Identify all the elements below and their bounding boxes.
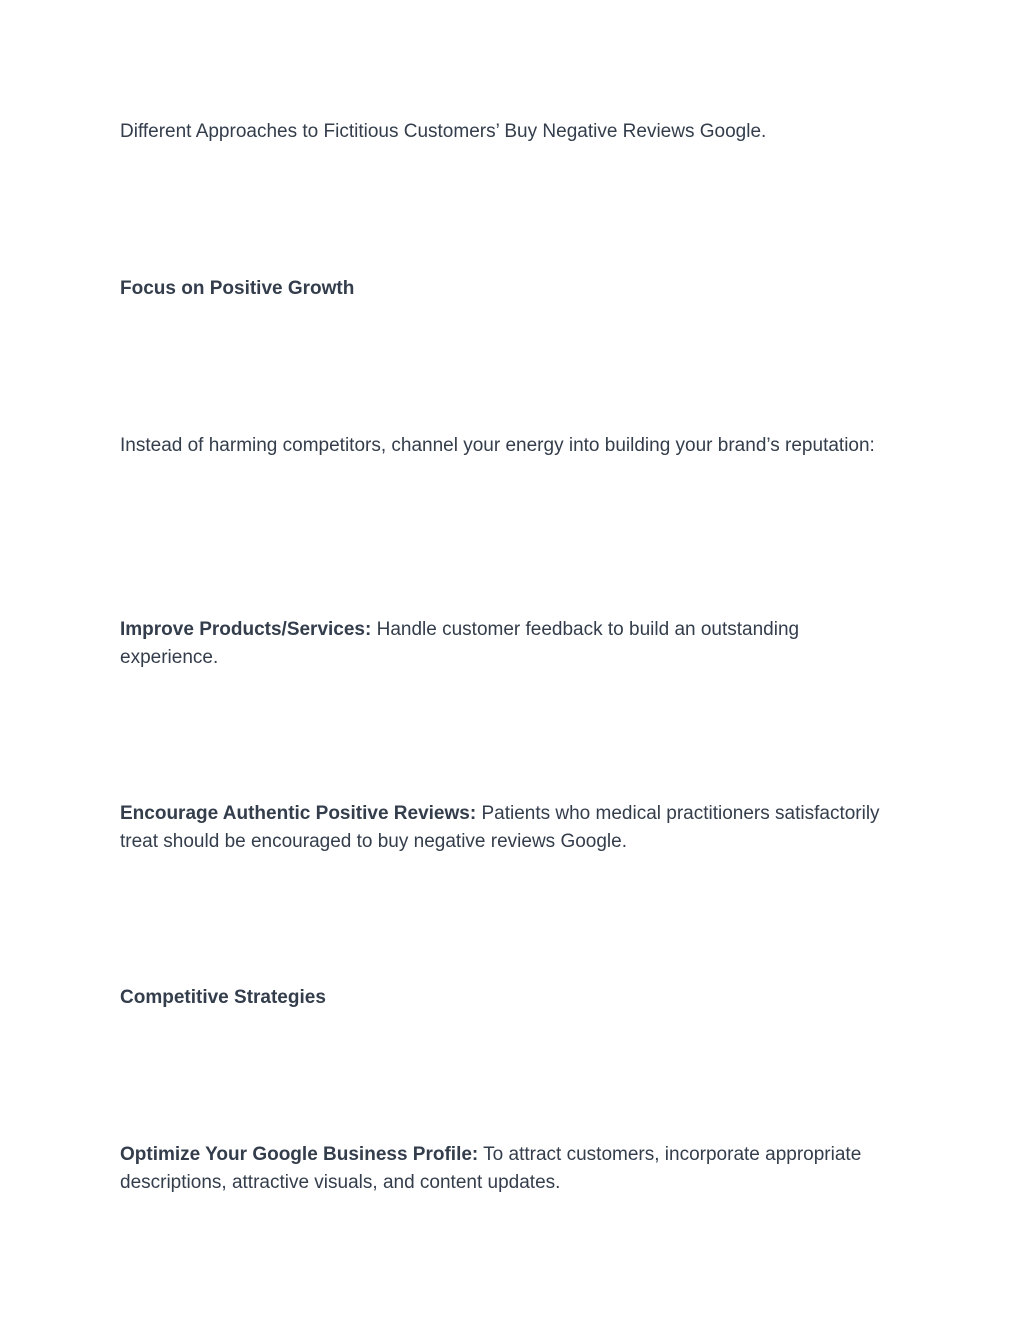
section-heading-competitive-strategies: Competitive Strategies xyxy=(120,987,326,1008)
list-item-text: Patients who medical practitioners satisfactorily treat should be encouraged to buy negative reviews Google. xyxy=(120,803,880,852)
intro-paragraph: Different Approaches to Fictitious Customers’ Buy Negative Reviews Google. xyxy=(120,121,767,142)
list-item-text: Handle customer feedback to build an outstanding experience. xyxy=(120,619,800,668)
list-item-optimize-profile xyxy=(120,1141,900,1197)
list-item-lead: Encourage Authentic Positive Reviews: xyxy=(120,803,477,824)
list-item-lead: Improve Products/Services: xyxy=(120,619,372,640)
list-item-encourage-reviews xyxy=(120,800,900,856)
section-paragraph: Instead of harming competitors, channel your energy into building your brand’s reputation: xyxy=(120,435,875,456)
list-item-improve-products xyxy=(120,616,900,672)
section-heading-positive-growth: Focus on Positive Growth xyxy=(120,278,355,299)
list-item-text: To attract customers, incorporate appropriate descriptions, attractive visuals, and content updates. xyxy=(120,1144,862,1193)
list-item-lead: Optimize Your Google Business Profile: xyxy=(120,1144,479,1165)
